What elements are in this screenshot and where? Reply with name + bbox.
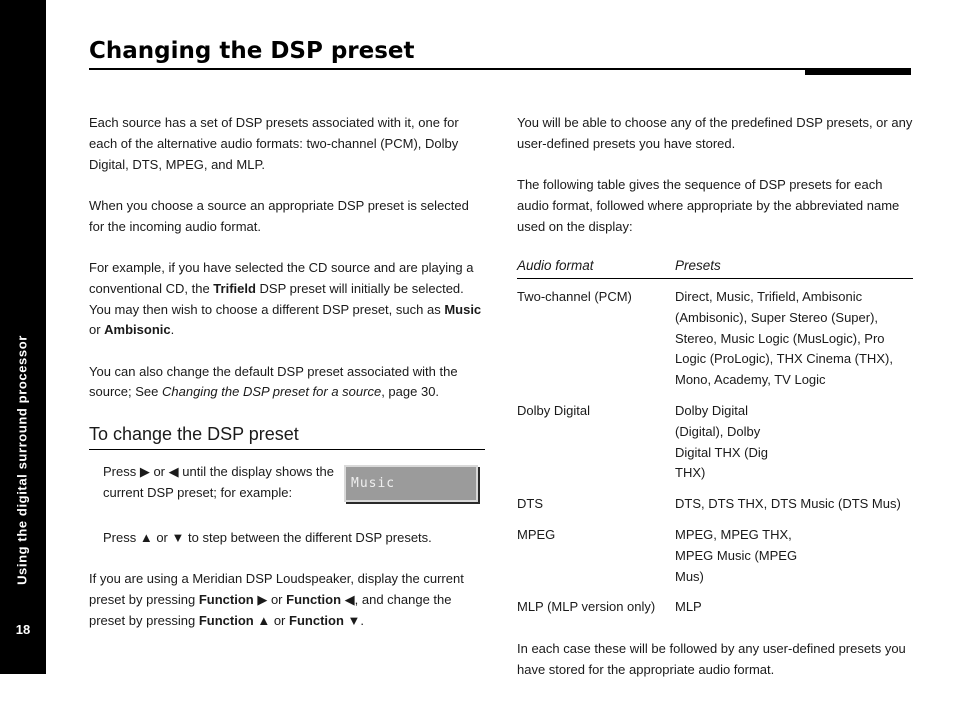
example-paragraph: For example, if you have selected the CD source and are playing a conventional CD, the Trifield DSP preset will initially be selected. You may then wish to choose a different DSP preset, such as Music or Ambisonic. [89,259,482,338]
table-row [517,287,913,391]
presets-table [517,279,913,618]
column-header-presets: Presets [675,257,721,273]
format-cell: MLP (MLP version only) [517,599,656,615]
up-arrow-icon: ▲ [253,612,271,628]
right-column [517,113,913,701]
cross-reference: Changing the DSP preset for a source [162,384,382,400]
presets-table-header [517,258,913,279]
format-cell: Dolby Digital [517,402,590,418]
display-example: Music [344,465,478,502]
default-paragraph: You can also change the default DSP preset associated with the source; See Changing the DSP preset for a source, page 30. [89,363,458,400]
table-intro-paragraph: The following table gives the sequence of DSP presets for each audio format, followed where appropriate by the abbreviated name used on the display: [517,177,900,234]
loudspeaker-paragraph: If you are using a Meridian DSP Loudspeaker, display the current preset by pressing Function ▶ or Function ◀, and change the preset by pressing Function ▲ or Function ▼. [89,571,464,628]
side-tab [0,0,46,674]
presets-cell: DTS, DTS THX, DTS Music (DTS Mus) [675,496,901,512]
presets-cell: Direct, Music, Trifield, Ambisonic (Ambisonic), Super Stereo (Super), Stereo, Music Logic (MusLogic), Pro Logic (ProLogic), THX Cinema (THX), Mono, Academy, TV Logic [675,288,893,388]
section-label: Using the digital surround processor [14,335,30,585]
music-term: Music [444,301,482,317]
choose-paragraph: You will be able to choose any of the predefined DSP presets, or any user-defined presets you have stored. [517,115,913,151]
step-2-text: Press ▲ or ▼ to step between the different DSP presets. [103,529,432,545]
left-arrow-icon: ◀ [341,591,355,607]
up-arrow-icon: ▲ [139,529,153,545]
step-1 [103,462,485,524]
down-arrow-icon: ▼ [171,529,185,545]
intro-paragraph: Each source has a set of DSP presets associated with it, one for each of the alternative audio formats: two-channel (PCM), Dolby Digital, DTS, MPEG, and MLP. [89,115,459,172]
left-column [89,113,485,652]
title-accent-bar [805,68,911,75]
left-arrow-icon: ◀ [168,463,179,479]
procedure-heading: To change the DSP preset [89,424,485,450]
table-row [517,401,913,484]
source-paragraph: When you choose a source an appropriate DSP preset is selected for the incoming audio format. [89,197,469,234]
format-cell: Two-channel (PCM) [517,288,632,304]
title-rule [89,68,911,70]
column-header-format: Audio format [517,257,594,273]
page-title: Changing the DSP preset [89,38,415,64]
down-arrow-icon: ▼ [343,612,361,628]
closing-paragraph: In each case these will be followed by any user-defined presets you have stored for the appropriate audio format. [517,641,906,677]
step-1-text: Press ▶ or ◀ until the display shows the current DSP preset; for example: [103,463,335,500]
format-cell: DTS [517,496,543,512]
page-number: 18 [15,622,31,637]
trifield-term: Trifield [213,280,256,296]
table-row [517,597,913,618]
presets-cell: MLP [675,599,702,615]
right-arrow-icon: ▶ [257,591,268,607]
table-row [517,525,913,587]
format-cell: MPEG [517,526,556,542]
table-row [517,494,913,515]
ambisonic-term: Ambisonic [104,322,171,338]
presets-cell: MPEG, MPEG THX, MPEG Music (MPEG Mus) [675,526,798,584]
right-arrow-icon: ▶ [139,463,150,479]
presets-cell: Dolby Digital (Digital), Dolby Digital THX (Dig THX) [675,402,768,481]
